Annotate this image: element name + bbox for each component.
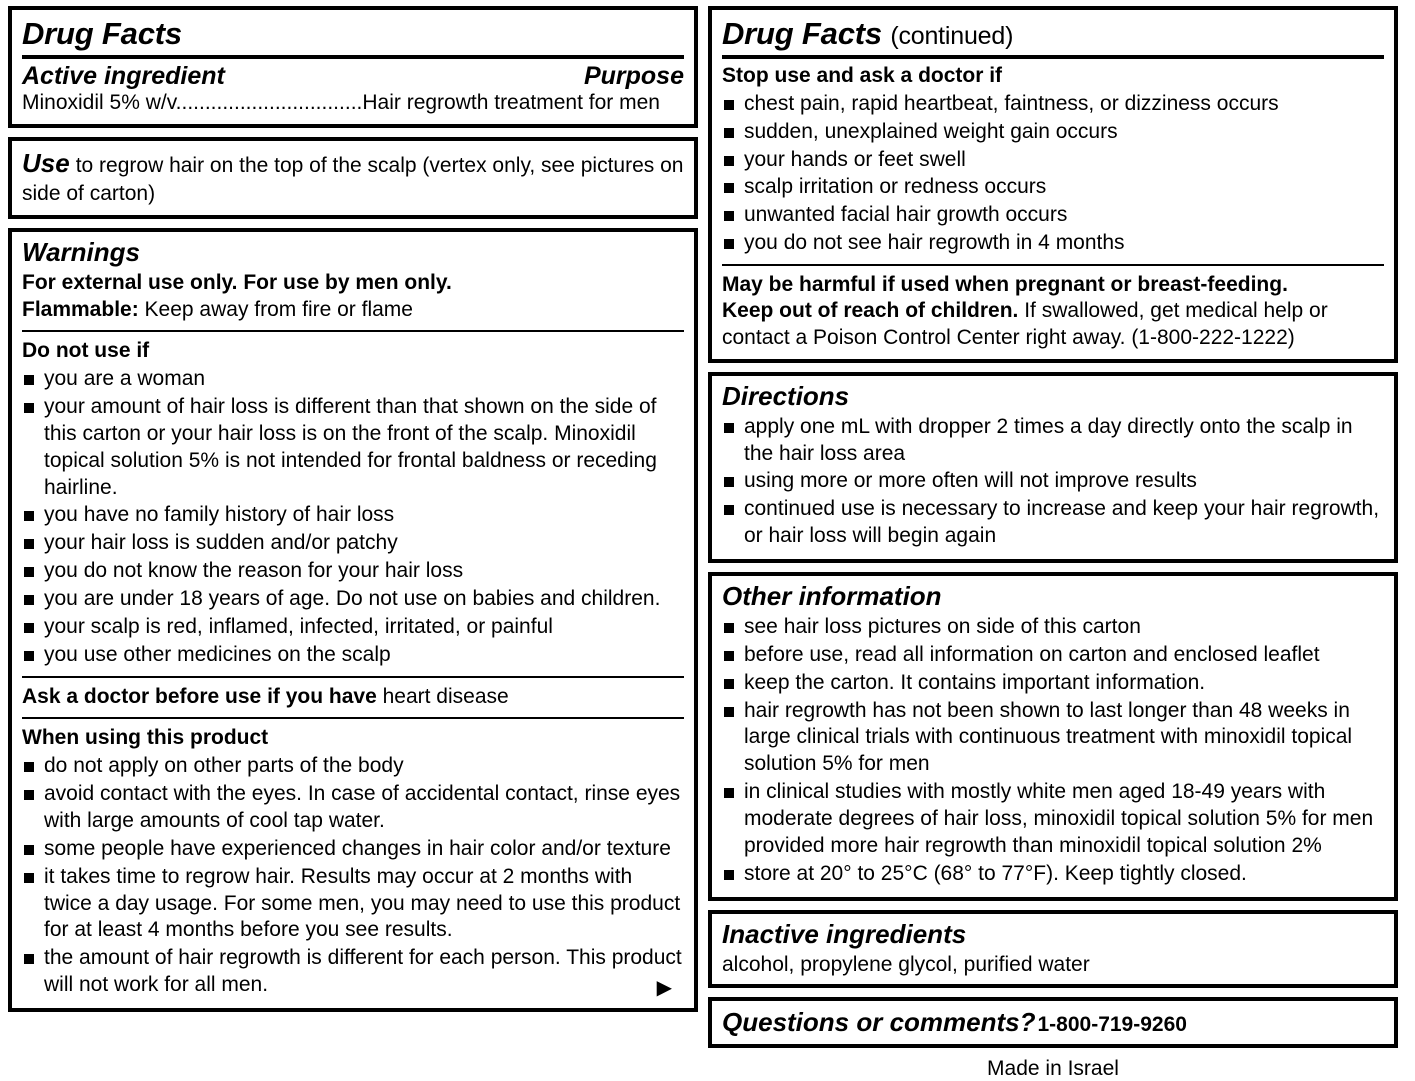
questions-heading: Questions or comments?: [722, 1006, 1036, 1037]
stop-use-divider: [722, 264, 1384, 266]
warnings-divider-3: [22, 717, 684, 719]
keep-out-of-reach-line: [722, 298, 1384, 351]
list-item: scalp irritation or redness occurs: [722, 174, 1384, 201]
left-column: [8, 6, 698, 1021]
continued-arrow-icon: ▶: [656, 977, 672, 1000]
inactive-ingredients-panel: [708, 910, 1398, 988]
continued-label: (continued): [890, 22, 1014, 50]
do-not-use-list: [22, 366, 684, 669]
stop-use-list: [722, 91, 1384, 257]
stop-use-heading: Stop use and ask a doctor if: [722, 63, 1003, 87]
purpose-heading: Purpose: [583, 61, 684, 90]
list-item: your scalp is red, inflamed, infected, irritated, or painful: [22, 614, 684, 641]
list-item: the amount of hair regrowth is different for each person. This product will not work for all men.: [22, 945, 684, 999]
list-item: some people have experienced changes in hair color and/or texture: [22, 836, 684, 863]
when-using-heading: When using this product: [22, 725, 269, 749]
list-item: do not apply on other parts of the body: [22, 753, 684, 780]
list-item: you do not know the reason for your hair loss: [22, 558, 684, 585]
list-item: see hair loss pictures on side of this carton: [722, 614, 1384, 641]
questions-line: [722, 1007, 1384, 1038]
flammable-line: [22, 297, 684, 323]
inactive-ingredients-text: alcohol, propylene glycol, purified water: [722, 952, 1090, 976]
list-item: you have no family history of hair loss: [22, 502, 684, 529]
list-item: your amount of hair loss is different than that shown on the side of this carton or your hair loss is on the front of the scalp. Minoxidil topical solution 5% is not intended for frontal baldness or receding hairline.: [22, 394, 684, 502]
list-item: avoid contact with the eyes. In case of accidental contact, rinse eyes with large amounts of cool tap water.: [22, 781, 684, 835]
questions-panel: [708, 997, 1398, 1048]
warnings-heading: Warnings: [22, 237, 140, 268]
use-panel: [8, 137, 698, 219]
stop-use-panel: [708, 6, 1398, 363]
directions-panel: [708, 372, 1398, 563]
active-ingredient-line: Minoxidil 5% w/v................................Hair regrowth treatment for men: [22, 91, 660, 115]
warnings-divider-1: [22, 330, 684, 332]
active-ingredient-panel: [8, 6, 698, 128]
ask-doctor-text: heart disease: [382, 684, 509, 708]
pregnancy-warning: May be harmful if used when pregnant or breast-feeding.: [722, 273, 1288, 297]
list-item: before use, read all information on carton and enclosed leaflet: [722, 642, 1384, 669]
title-rule: [22, 55, 684, 59]
do-not-use-heading: Do not use if: [22, 338, 150, 362]
label-columns: [8, 6, 1407, 1081]
keep-out-text: If swallowed, get medical help or contact a Poison Control Center right away. (1-800-222-1222): [722, 299, 1328, 349]
use-text: to regrow hair on the top of the scalp (vertex only, see pictures on side of carton): [22, 154, 684, 205]
list-item: you do not see hair regrowth in 4 months: [722, 230, 1384, 257]
ask-doctor-label: Ask a doctor before use if you have: [22, 684, 377, 708]
directions-list: [722, 414, 1384, 550]
page-title-continued: [722, 18, 1384, 51]
page-title-text: Drug Facts: [722, 16, 882, 51]
list-item: it takes time to regrow hair. Results may occur at 2 months with twice a day usage. For some men, you may need to use this product for at least 4 months before you see results.: [22, 864, 684, 945]
list-item: sudden, unexplained weight gain occurs: [722, 119, 1384, 146]
title-rule-right: [722, 55, 1384, 59]
other-information-list: [722, 614, 1384, 888]
list-item: in clinical studies with mostly white men aged 18-49 years with moderate degrees of hair loss, minoxidil topical solution 5% for men provided more hair regrowth than minoxidil topical solution 2%: [722, 779, 1384, 860]
list-item: chest pain, rapid heartbeat, faintness, or dizziness occurs: [722, 91, 1384, 118]
list-item: you are a woman: [22, 366, 684, 393]
questions-phone: 1-800-719-9260: [1037, 1012, 1187, 1036]
list-item: you use other medicines on the scalp: [22, 642, 684, 669]
active-ingredient-heading: Active ingredient: [22, 61, 225, 90]
page-title: Drug Facts: [22, 16, 182, 51]
list-item: using more or more often will not improve results: [722, 468, 1384, 495]
other-information-heading: Other information: [722, 581, 942, 612]
flammable-text: Keep away from fire or flame: [144, 297, 413, 321]
list-item: keep the carton. It contains important information.: [722, 670, 1384, 697]
use-label: Use: [22, 148, 70, 179]
list-item: you are under 18 years of age. Do not use on babies and children.: [22, 586, 684, 613]
warnings-panel: [8, 228, 698, 1012]
right-column: [708, 6, 1398, 1081]
list-item: unwanted facial hair growth occurs: [722, 202, 1384, 229]
list-item: store at 20° to 25°C (68° to 77°F). Keep tightly closed.: [722, 861, 1384, 888]
list-item: hair regrowth has not been shown to last longer than 48 weeks in large clinical trials with continuous treatment with minoxidil topical solution 5% for men: [722, 698, 1384, 779]
active-ingredient-header: [22, 63, 684, 91]
list-item: your hands or feet swell: [722, 147, 1384, 174]
directions-heading: Directions: [722, 380, 850, 411]
ask-doctor-line: [22, 684, 684, 710]
warnings-divider-2: [22, 676, 684, 678]
external-use-text: For external use only. For use by men only.: [22, 271, 452, 295]
other-information-panel: [708, 572, 1398, 901]
flammable-label: Flammable:: [22, 297, 139, 321]
use-section: [22, 147, 684, 207]
inactive-ingredients-heading: Inactive ingredients: [722, 918, 967, 949]
made-in-text: Made in Israel: [987, 1056, 1119, 1080]
list-item: continued use is necessary to increase and keep your hair regrowth, or hair loss will begin again: [722, 496, 1384, 550]
keep-out-label: Keep out of reach of children.: [722, 299, 1019, 323]
list-item: your hair loss is sudden and/or patchy: [22, 530, 684, 557]
when-using-list: [22, 753, 684, 999]
list-item: apply one mL with dropper 2 times a day directly onto the scalp in the hair loss area: [722, 414, 1384, 468]
